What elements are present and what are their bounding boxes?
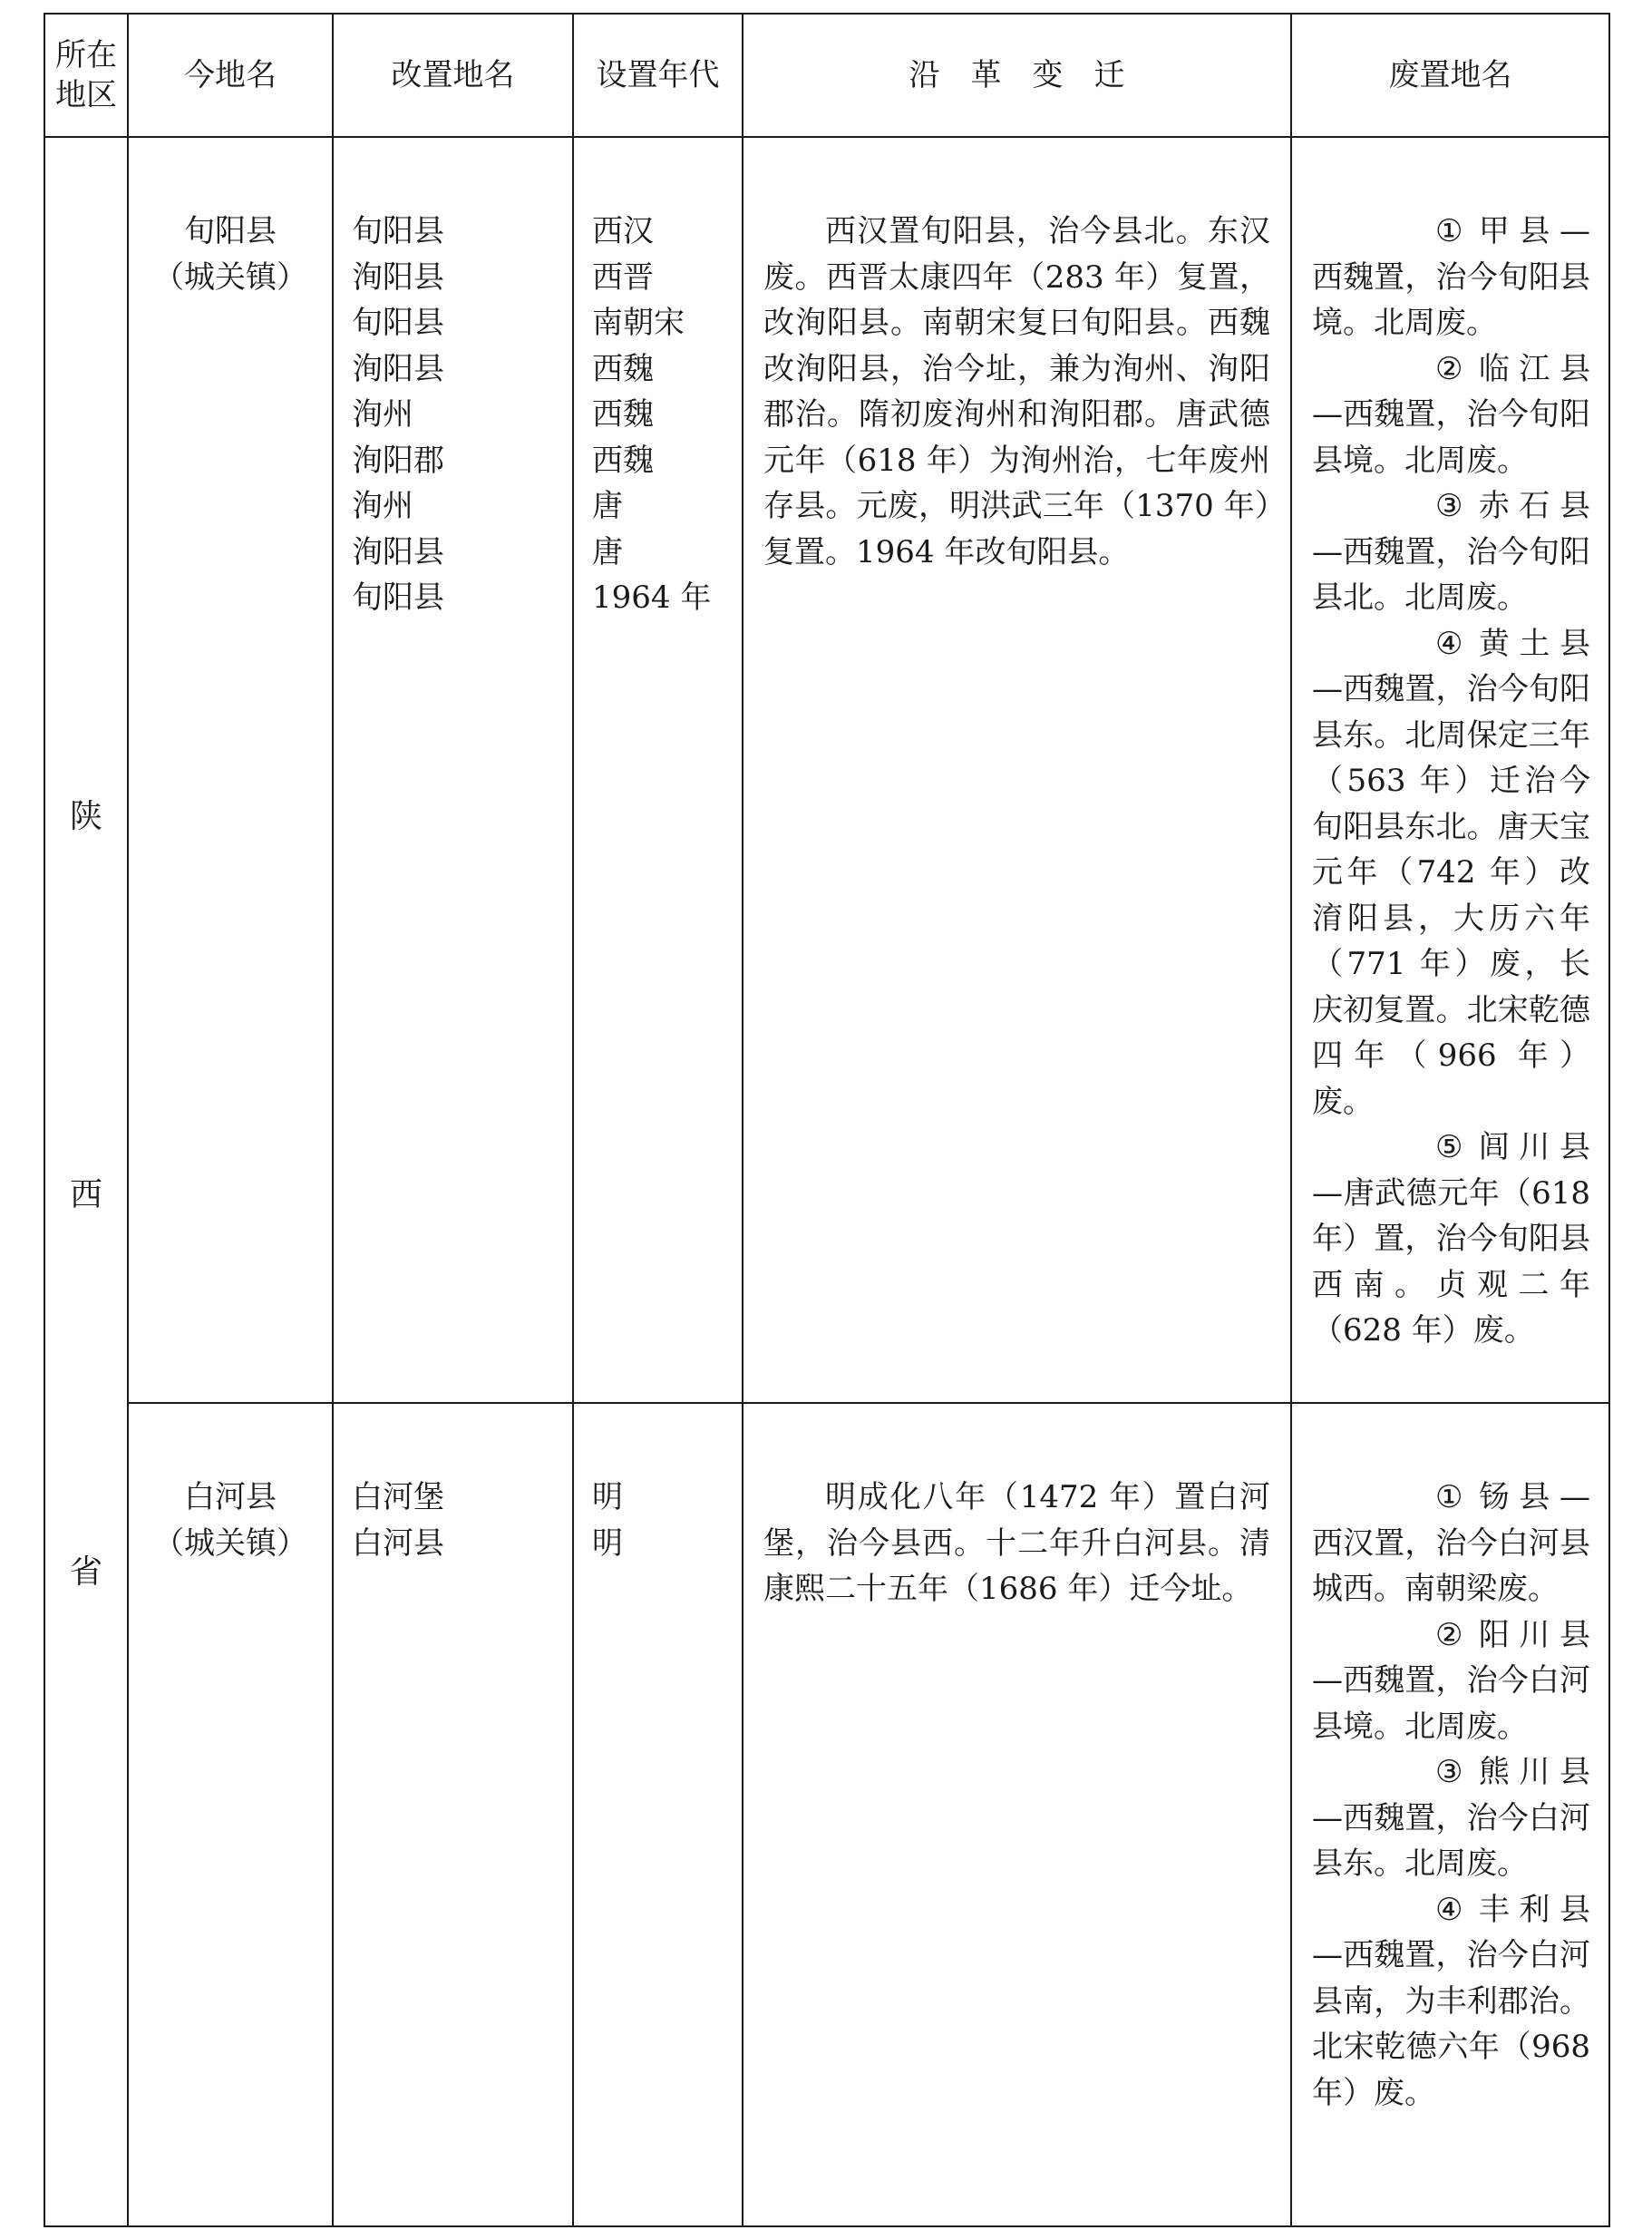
history-text: 明成化八年（1472 年）置白河堡，治今县西。十二年升白河县。清康熙二十五年（1686 年）迁今址。 (763, 1479, 1270, 1607)
region-cell (44, 137, 128, 2226)
header-region (44, 14, 128, 137)
renamed-cell (333, 1403, 573, 2226)
year-item: 唐 (592, 488, 623, 524)
renamed-item: 旬阳县 (352, 305, 444, 341)
renamed-item: 白河堡 (352, 1479, 444, 1515)
abolished-item (1312, 209, 1590, 346)
header-region-line-1: 所在 (55, 37, 117, 73)
item-number: ① (1435, 1479, 1463, 1515)
header-history: 沿 革 变 迁 (743, 14, 1291, 137)
abolished-text: 丰利县—西魏置，治今白河县南，为丰利郡治。北宋乾德六年（968 年）废。 (1312, 1891, 1590, 2111)
year-item: 西魏 (592, 396, 654, 433)
year-item: 西汉 (592, 213, 654, 249)
item-number: ② (1435, 350, 1463, 387)
current-name: 白河县 (184, 1479, 277, 1515)
history-text: 西汉置旬阳县，治今县北。东汉废。西晋太康四年（283 年）复置，改洵阳县。南朝宋复曰旬阳县。西魏改洵阳县，治今址，兼为洵州、洵阳郡治。隋初废洵州和洵阳郡。唐武德元年（618 年）为洵州治，七年废州存县。元废，明洪武三年（1370 年）复置。1964 年改旬阳县。 (763, 213, 1270, 570)
current-name: 旬阳县 (184, 213, 277, 249)
region-char: 陕 (69, 798, 102, 835)
item-number: ③ (1435, 1754, 1463, 1790)
abolished-item (1312, 621, 1590, 1125)
abolished-text: 甲县—西魏置，治今旬阳县境。北周废。 (1312, 213, 1590, 341)
abolished-item (1312, 346, 1590, 484)
year-item: 西魏 (592, 442, 654, 479)
year-item: 唐 (592, 533, 623, 570)
abolished-item (1312, 483, 1590, 621)
history-cell (743, 137, 1291, 1403)
item-number: ④ (1435, 625, 1463, 662)
item-number: ② (1435, 1616, 1463, 1653)
header-renamed: 改置地名 (333, 14, 573, 137)
year-item: 1964 年 (592, 579, 712, 616)
header-row (44, 14, 1609, 137)
renamed-item: 洵州 (352, 488, 413, 524)
abolished-cell (1291, 1403, 1609, 2226)
gazetteer-page (44, 13, 1608, 2227)
renamed-item: 洵州 (352, 396, 413, 433)
header-year: 设置年代 (573, 14, 743, 137)
header-abolished: 废置地名 (1291, 14, 1609, 137)
region-char: 西 (69, 1176, 102, 1213)
abolished-text: 赤石县—西魏置，治今旬阳县北。北周废。 (1312, 488, 1590, 616)
item-number: ③ (1435, 488, 1463, 524)
renamed-item: 旬阳县 (352, 579, 444, 616)
item-number: ① (1435, 213, 1463, 249)
abolished-item (1312, 1475, 1590, 1612)
year-cell (573, 137, 743, 1403)
abolished-item (1312, 1749, 1590, 1887)
renamed-item: 洵阳县 (352, 350, 444, 387)
gazetteer-table (44, 13, 1610, 2227)
abolished-text: 熊川县—西魏置，治今白河县东。北周废。 (1312, 1754, 1590, 1882)
abolished-text: 钖县—西汉置，治今白河县城西。南朝梁废。 (1312, 1479, 1590, 1607)
renamed-item: 洵阳县 (352, 258, 444, 296)
table-row (44, 1403, 1609, 2226)
abolished-text: 临江县—西魏置，治今旬阳县境。北周废。 (1312, 350, 1590, 479)
abolished-item (1312, 1887, 1590, 2117)
renamed-item: 洵阳郡 (352, 442, 444, 479)
county-seat: （城关镇） (153, 1524, 307, 1562)
abolished-item (1312, 1612, 1590, 1750)
county-seat: （城关镇） (153, 258, 307, 296)
year-item: 明 (592, 1524, 623, 1562)
history-cell (743, 1403, 1291, 2226)
renamed-item: 旬阳县 (352, 213, 444, 249)
abolished-text: 闾川县—唐武德元年（618 年）置，治今旬阳县西南。贞观二年（628 年）废。 (1312, 1129, 1590, 1349)
year-item: 西魏 (592, 350, 654, 387)
item-number: ④ (1435, 1891, 1463, 1928)
renamed-item: 白河县 (352, 1524, 444, 1562)
header-region-line-2: 地区 (55, 77, 117, 113)
abolished-item (1312, 1125, 1590, 1354)
table-row (44, 137, 1609, 1403)
abolished-text: 阳川县—西魏置，治今白河县境。北周废。 (1312, 1616, 1590, 1745)
region-char: 省 (69, 1553, 102, 1591)
year-item: 南朝宋 (592, 305, 685, 341)
header-current-name: 今地名 (128, 14, 333, 137)
current-name-cell (128, 137, 333, 1403)
renamed-item: 洵阳县 (352, 533, 444, 570)
item-number: ⑤ (1435, 1129, 1463, 1165)
year-cell (573, 1403, 743, 2226)
abolished-text: 黄土县—西魏置，治今旬阳县东。北周保定三年（563 年）迁治今旬阳县东北。唐天宝元年（742 年）改淯阳县，大历六年（771 年）废，长庆初复置。北宋乾德四年（966 年）废。 (1312, 625, 1590, 1120)
current-name-cell (128, 1403, 333, 2226)
year-item: 明 (592, 1479, 623, 1515)
renamed-cell (333, 137, 573, 1403)
abolished-cell (1291, 137, 1609, 1403)
year-item: 西晋 (592, 258, 654, 296)
